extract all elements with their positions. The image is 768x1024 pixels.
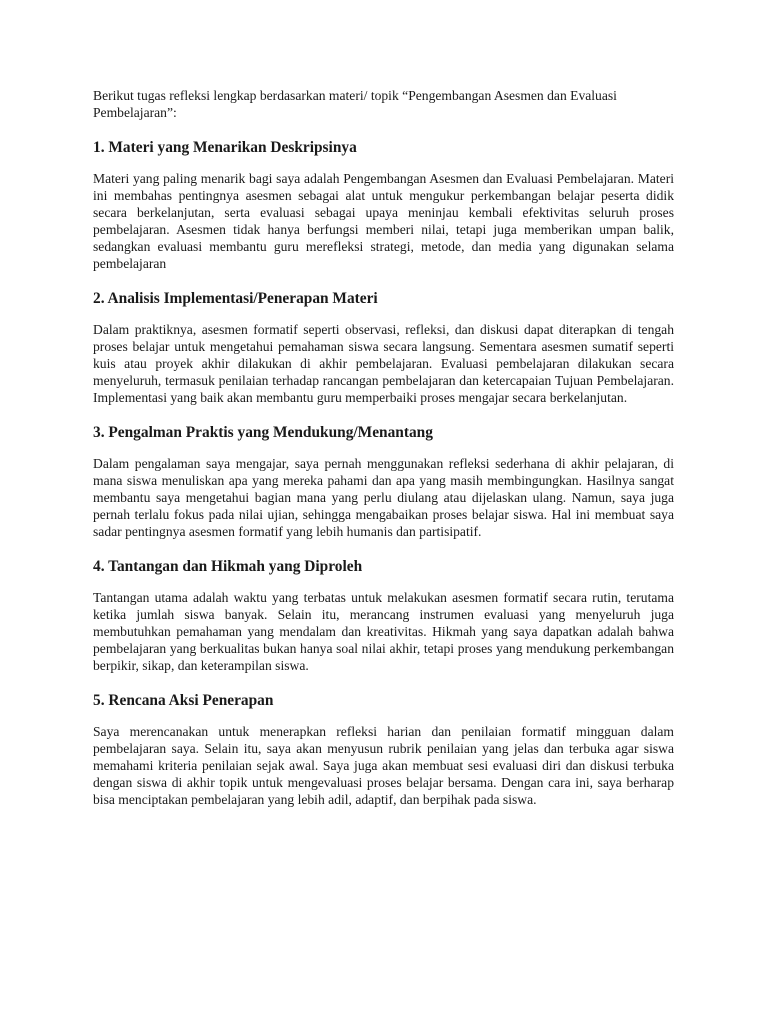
section-heading-1: 1. Materi yang Menarikan Deskripsinya: [93, 139, 357, 156]
section-heading-2: 2. Analisis Implementasi/Penerapan Materi: [93, 290, 378, 307]
section-body-5: Saya merencanakan untuk menerapkan refleksi harian dan penilaian formatif mingguan dalam pembelajaran saya. Selain itu, saya akan menyusun rubrik penilaian yang jelas dan terbuka agar siswa memahami kriteria penilaian sejak awal. Saya juga akan membuat sesi evaluasi diri dan diskusi terbuka dengan siswa di akhir topik untuk mengevaluasi proses belajar bersama. Dengan cara ini, saya berharap bisa menciptakan pembelajaran yang lebih adil, adaptif, dan berpihak pada siswa.: [93, 724, 674, 807]
section-body-4: Tantangan utama adalah waktu yang terbatas untuk melakukan asesmen formatif secara rutin, terutama ketika jumlah siswa banyak. Selain itu, merancang instrumen evaluasi yang menyeluruh juga membutuhkan pemahaman yang mendalam dan kreativitas. Hikmah yang saya dapatkan adalah bahwa pembelajaran yang berkualitas bukan hanya soal nilai akhir, tetapi proses yang mendukung perkembangan berpikir, sikap, dan keterampilan siswa.: [93, 590, 674, 673]
section-body-1: Materi yang paling menarik bagi saya adalah Pengembangan Asesmen dan Evaluasi Pembelajaran. Materi ini membahas pentingnya asesmen sebagai alat untuk mengukur perkembangan belajar peserta didik secara berkelanjutan, serta evaluasi sebagai upaya meninjau kembali efektivitas seluruh proses pembelajaran. Asesmen tidak hanya berfungsi memberi nilai, tetapi juga memberikan umpan balik, sedangkan evaluasi membantu guru merefleksi strategi, metode, dan media yang digunakan selama pembelajaran: [93, 171, 674, 271]
document-page: [93, 87, 674, 825]
intro-paragraph: Berikut tugas refleksi lengkap berdasarkan materi/ topik “Pengembangan Asesmen dan Evaluasi Pembelajaran”:: [93, 88, 617, 120]
section-heading-5: 5. Rencana Aksi Penerapan: [93, 692, 274, 709]
section-heading-3: 3. Pengalman Praktis yang Mendukung/Menantang: [93, 424, 433, 441]
section-heading-4: 4. Tantangan dan Hikmah yang Diproleh: [93, 558, 363, 575]
section-body-3: Dalam pengalaman saya mengajar, saya pernah menggunakan refleksi sederhana di akhir pelajaran, di mana siswa menuliskan apa yang mereka pahami dan apa yang masih membingungkan. Hasilnya sangat membantu saya mengetahui bagian mana yang perlu diulang atau dijelaskan ulang. Namun, saya juga pernah terlalu fokus pada nilai ujian, sehingga mengabaikan proses belajar siswa. Hal ini membuat saya sadar pentingnya asesmen formatif yang lebih humanis dan partisipatif.: [93, 456, 674, 539]
section-body-2: Dalam praktiknya, asesmen formatif seperti observasi, refleksi, dan diskusi dapat diterapkan di tengah proses belajar untuk mengetahui pemahaman siswa secara langsung. Sementara asesmen sumatif seperti kuis atau proyek akhir dilakukan di akhir pembelajaran. Evaluasi pembelajaran dilakukan secara menyeluruh, termasuk penilaian terhadap rancangan pembelajaran dan ketercapaian Tujuan Pembelajaran. Implementasi yang baik akan membantu guru memperbaiki proses mengajar secara berkelanjutan.: [93, 322, 674, 405]
